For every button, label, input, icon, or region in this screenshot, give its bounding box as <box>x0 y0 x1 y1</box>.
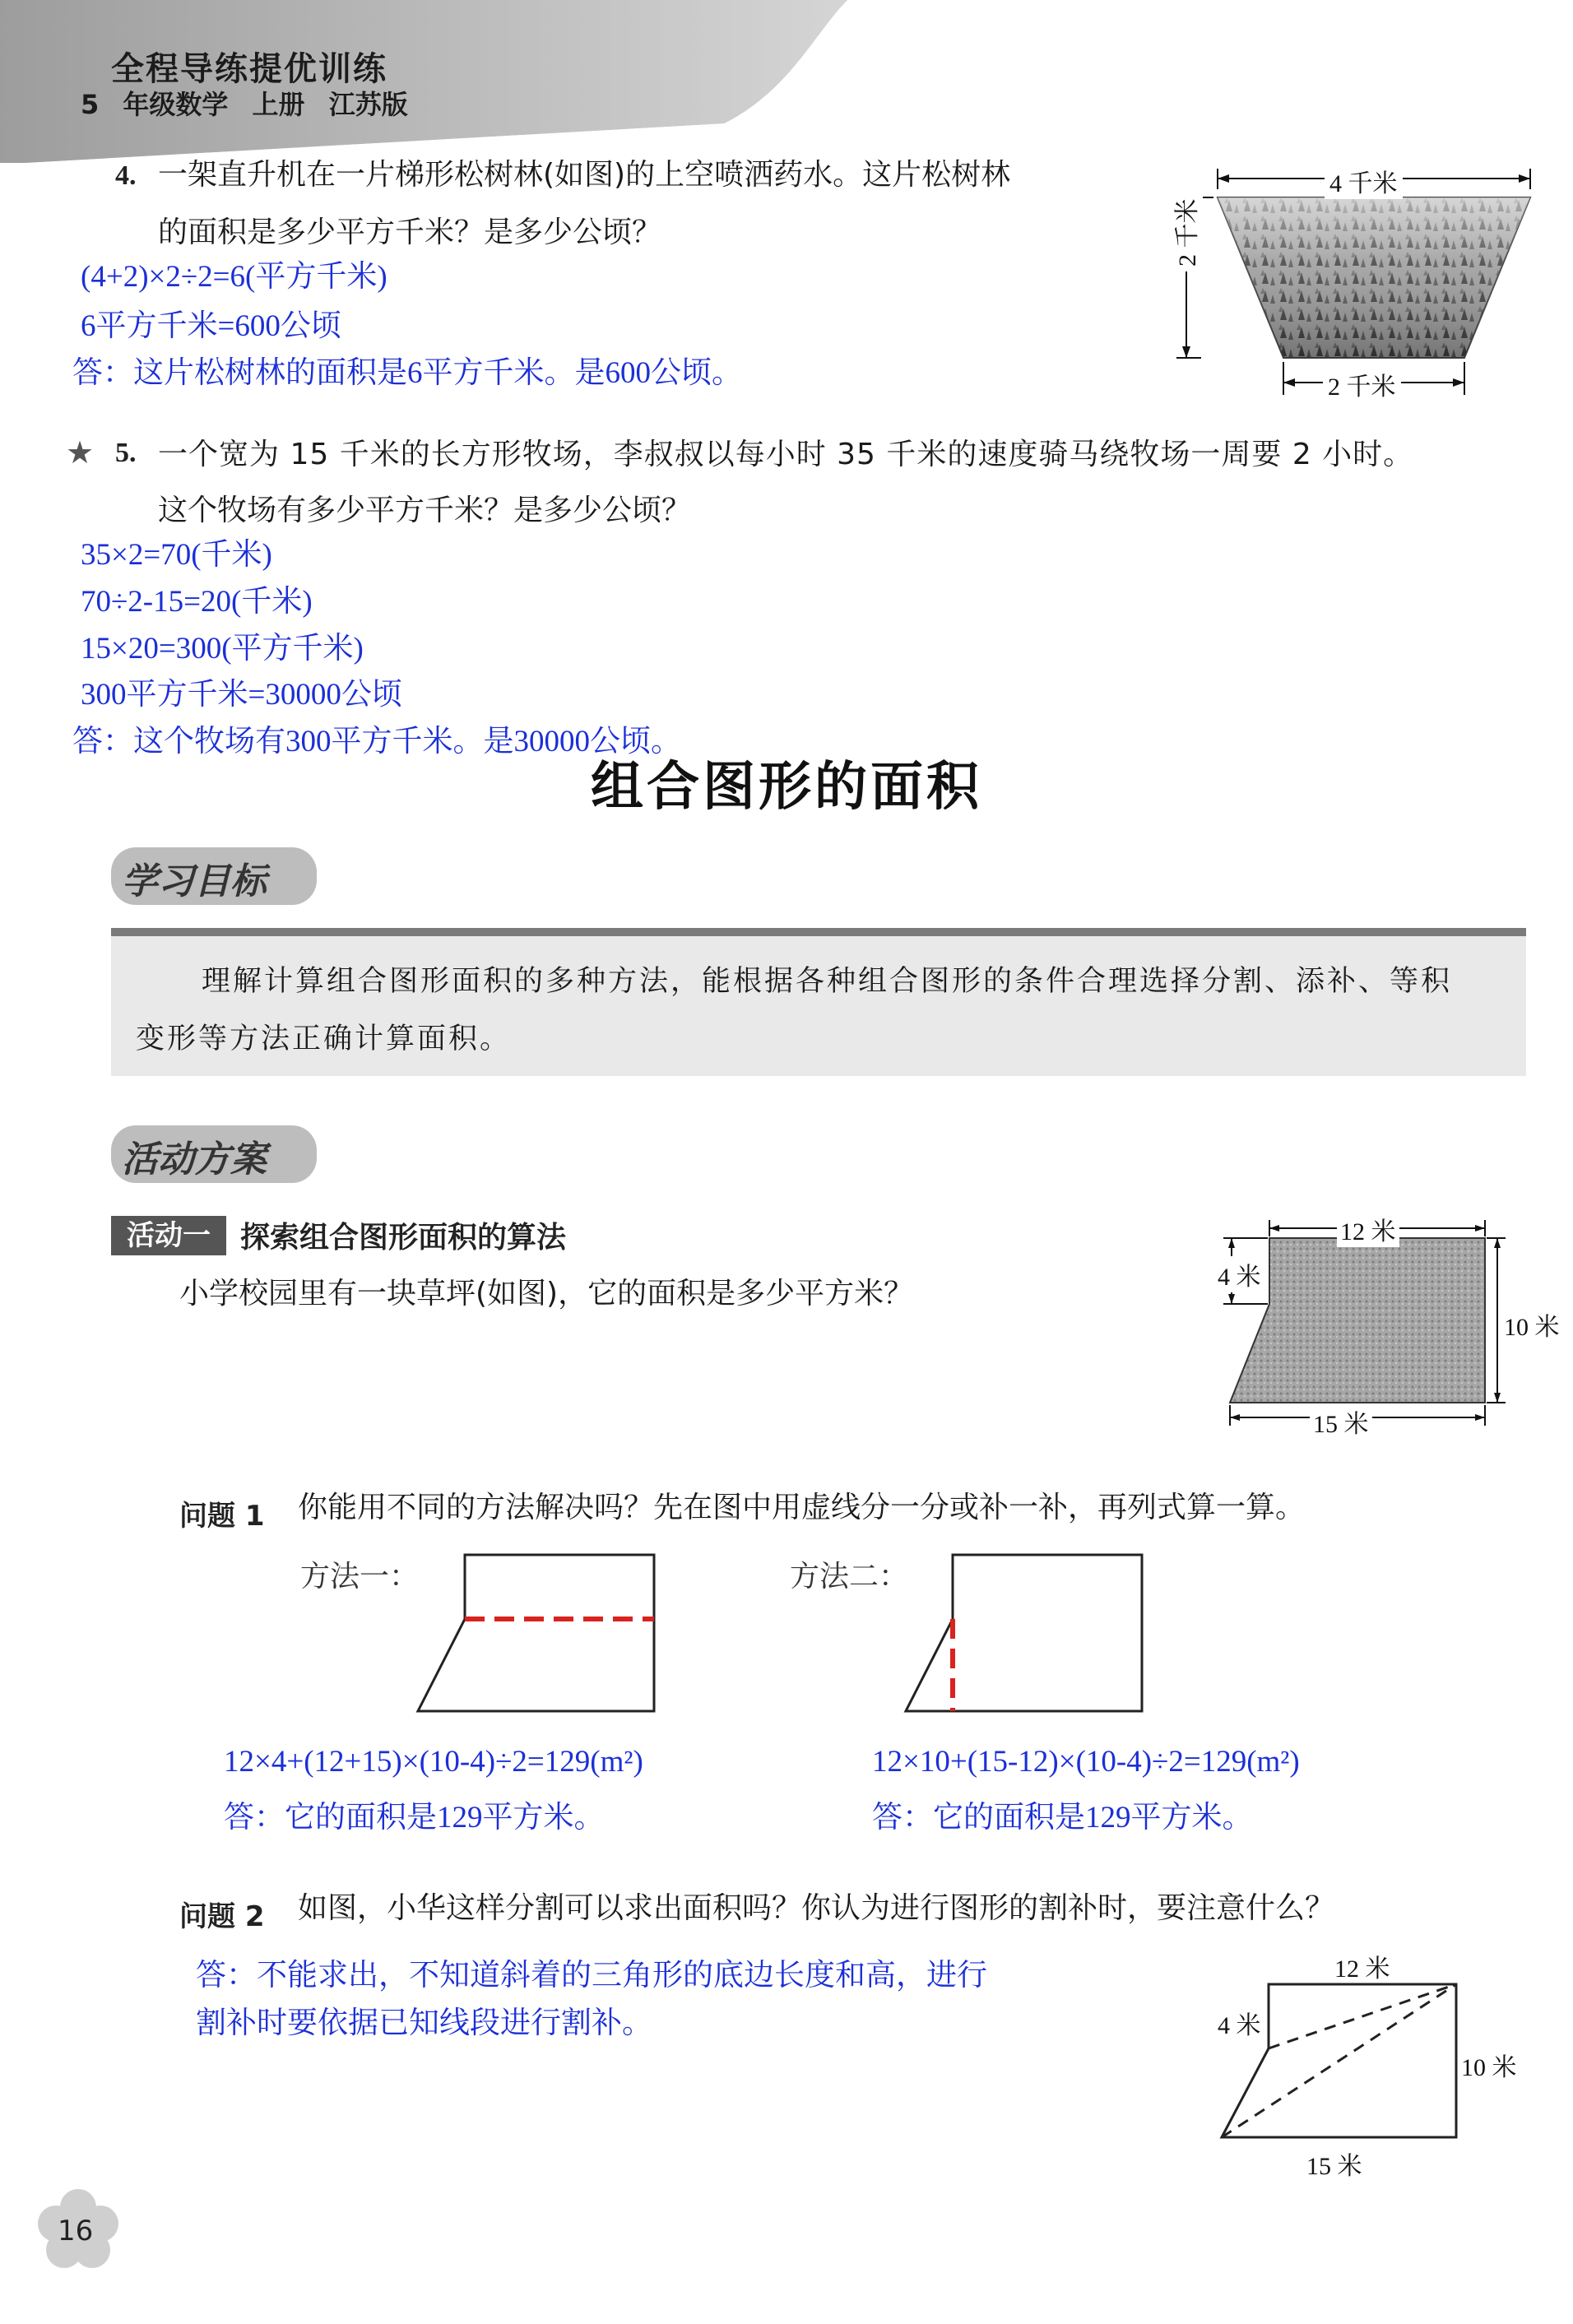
q4-number: 4. <box>115 160 137 191</box>
learning-goals-box <box>111 928 1526 1076</box>
q4-answer-line1: (4+2)×2÷2=6(平方千米) <box>81 260 387 294</box>
learning-goals-tag: 学习目标 <box>122 860 267 902</box>
q4-answer-line2: 6平方千米=600公顷 <box>81 309 341 343</box>
problem2-bottom-dimension: 15 米 <box>1306 2153 1362 2180</box>
section-title: 组合图形的面积 <box>591 757 982 818</box>
q4-text-line1: 一架直升机在一片梯形松树林(如图)的上空喷洒药水。这片松树林 <box>158 158 1011 192</box>
q5-answer-line3: 15×20=300(平方千米) <box>81 632 364 666</box>
q4-height-dimension: 2 千米 <box>1167 194 1203 272</box>
page-number: 16 <box>58 2215 94 2247</box>
method2-answer: 答：它的面积是129平方米。 <box>872 1801 1253 1835</box>
q5-answer-line5: 答：这个牧场有300平方千米。是30000公顷。 <box>72 725 681 758</box>
problem2-answer-line1: 答：不能求出，不知道斜着的三角形的底边长度和高，进行 <box>196 1959 987 1992</box>
activity1-label: 活动一 <box>111 1216 226 1255</box>
method2-label: 方法二： <box>790 1560 909 1593</box>
method1-figure <box>415 1551 662 1715</box>
star-icon: ★ <box>66 434 95 471</box>
q4-text-line2: 的面积是多少平方千米？是多少公顷？ <box>158 216 662 249</box>
activity1-title: 探索组合图形面积的算法 <box>240 1221 567 1255</box>
q5-text-line1: 一个宽为 15 千米的长方形牧场，李叔叔以每小时 35 千米的速度骑马绕牧场一周要 2 小时。 <box>158 438 1414 471</box>
method1-label: 方法一： <box>300 1560 420 1593</box>
q5-answer-line1: 35×2=70(千米) <box>81 538 272 572</box>
problem2-text: 如图，小华这样分割可以求出面积吗？你认为进行图形的割补时，要注意什么？ <box>298 1891 1335 1925</box>
method1-answer: 答：它的面积是129平方米。 <box>224 1801 605 1835</box>
q4-bottom-dimension: 2 千米 <box>1323 366 1401 402</box>
activity1-prompt: 小学校园里有一块草坪(如图)，它的面积是多少平方米？ <box>179 1277 914 1310</box>
lawn-top-dimension: 12 米 <box>1337 1211 1399 1247</box>
problem2-left-dimension: 4 米 <box>1218 2012 1261 2039</box>
problem1-text: 你能用不同的方法解决吗？先在图中用虚线分一分或补一补，再列式算一算。 <box>298 1491 1306 1524</box>
book-subtitle: 5 年级数学 上册 江苏版 <box>81 89 408 120</box>
learning-goals-line1: 理解计算组合图形面积的多种方法，能根据各种组合图形的条件合理选择分割、添补、等积 <box>202 965 1453 998</box>
activity-plan-tag: 活动方案 <box>122 1139 267 1181</box>
problem1-label: 问题 1 <box>179 1500 265 1533</box>
problem2-answer-line2: 割补时要依据已知线段进行割补。 <box>196 2006 652 2040</box>
q4-top-dimension: 4 千米 <box>1325 163 1403 199</box>
q4-answer-line3: 答：这片松树林的面积是6平方千米。是600公顷。 <box>72 356 742 390</box>
method1-formula: 12×4+(12+15)×(10-4)÷2=129(m²) <box>224 1745 643 1779</box>
problem2-right-dimension: 10 米 <box>1461 2054 1517 2081</box>
q5-answer-line2: 70÷2-15=20(千米) <box>81 585 313 619</box>
lawn-left-dimension: 4 米 <box>1216 1256 1263 1292</box>
q5-answer-line4: 300平方千米=30000公顷 <box>81 678 402 712</box>
method2-figure <box>903 1551 1150 1715</box>
problem2-top-dimension: 12 米 <box>1334 1955 1390 1983</box>
learning-goals-line2: 变形等方法正确计算面积。 <box>136 1023 512 1055</box>
lawn-right-dimension: 10 米 <box>1504 1314 1560 1341</box>
lawn-bottom-dimension: 15 米 <box>1310 1403 1372 1440</box>
q5-number: 5. <box>115 438 137 468</box>
series-title: 全程导练提优训练 <box>111 50 387 88</box>
method2-formula: 12×10+(15-12)×(10-4)÷2=129(m²) <box>872 1745 1300 1779</box>
q5-text-line2: 这个牧场有多少平方千米？是多少公顷？ <box>158 494 692 527</box>
problem2-label: 问题 2 <box>179 1900 265 1933</box>
